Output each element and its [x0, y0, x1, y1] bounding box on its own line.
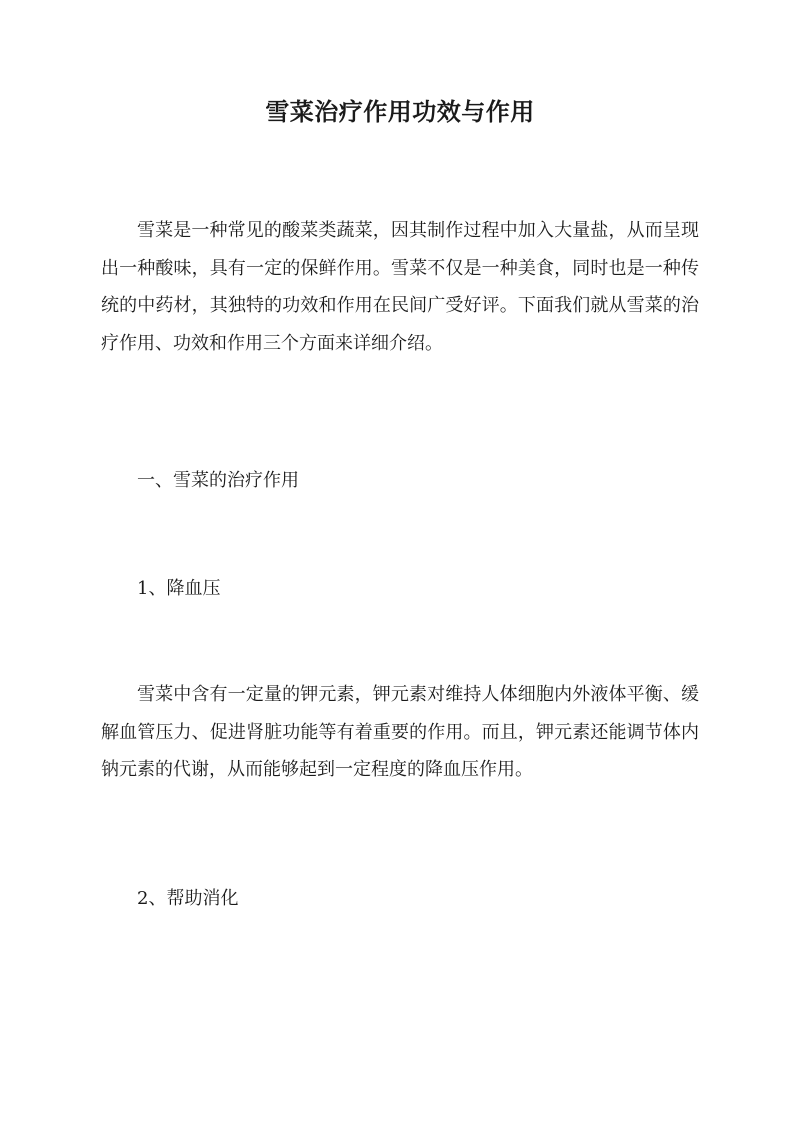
intro-paragraph: 雪菜是一种常见的酸菜类蔬菜，因其制作过程中加入大量盐，从而呈现出一种酸味，具有一定的保鲜作用。雪菜不仅是一种美食，同时也是一种传统的中药材，其独特的功效和作用在民间广受好评。下面我们就从雪菜的治疗作用、功效和作用三个方面来详细介绍。 [101, 220, 699, 354]
item-body-lower-blood-pressure: 雪菜中含有一定量的钾元素，钾元素对维持人体细胞内外液体平衡、缓解血管压力、促进肾脏功能等有着重要的作用。而且，钾元素还能调节体内钠元素的代谢，从而能够起到一定程度的降血压作用。 [101, 684, 699, 780]
section-heading-treatment: 一、雪菜的治疗作用 [137, 470, 299, 491]
item-heading-aid-digestion: 2、帮助消化 [137, 888, 239, 909]
document-title: 雪菜治疗作用功效与作用 [265, 97, 535, 126]
item-heading-lower-blood-pressure: 1、降血压 [137, 578, 221, 599]
